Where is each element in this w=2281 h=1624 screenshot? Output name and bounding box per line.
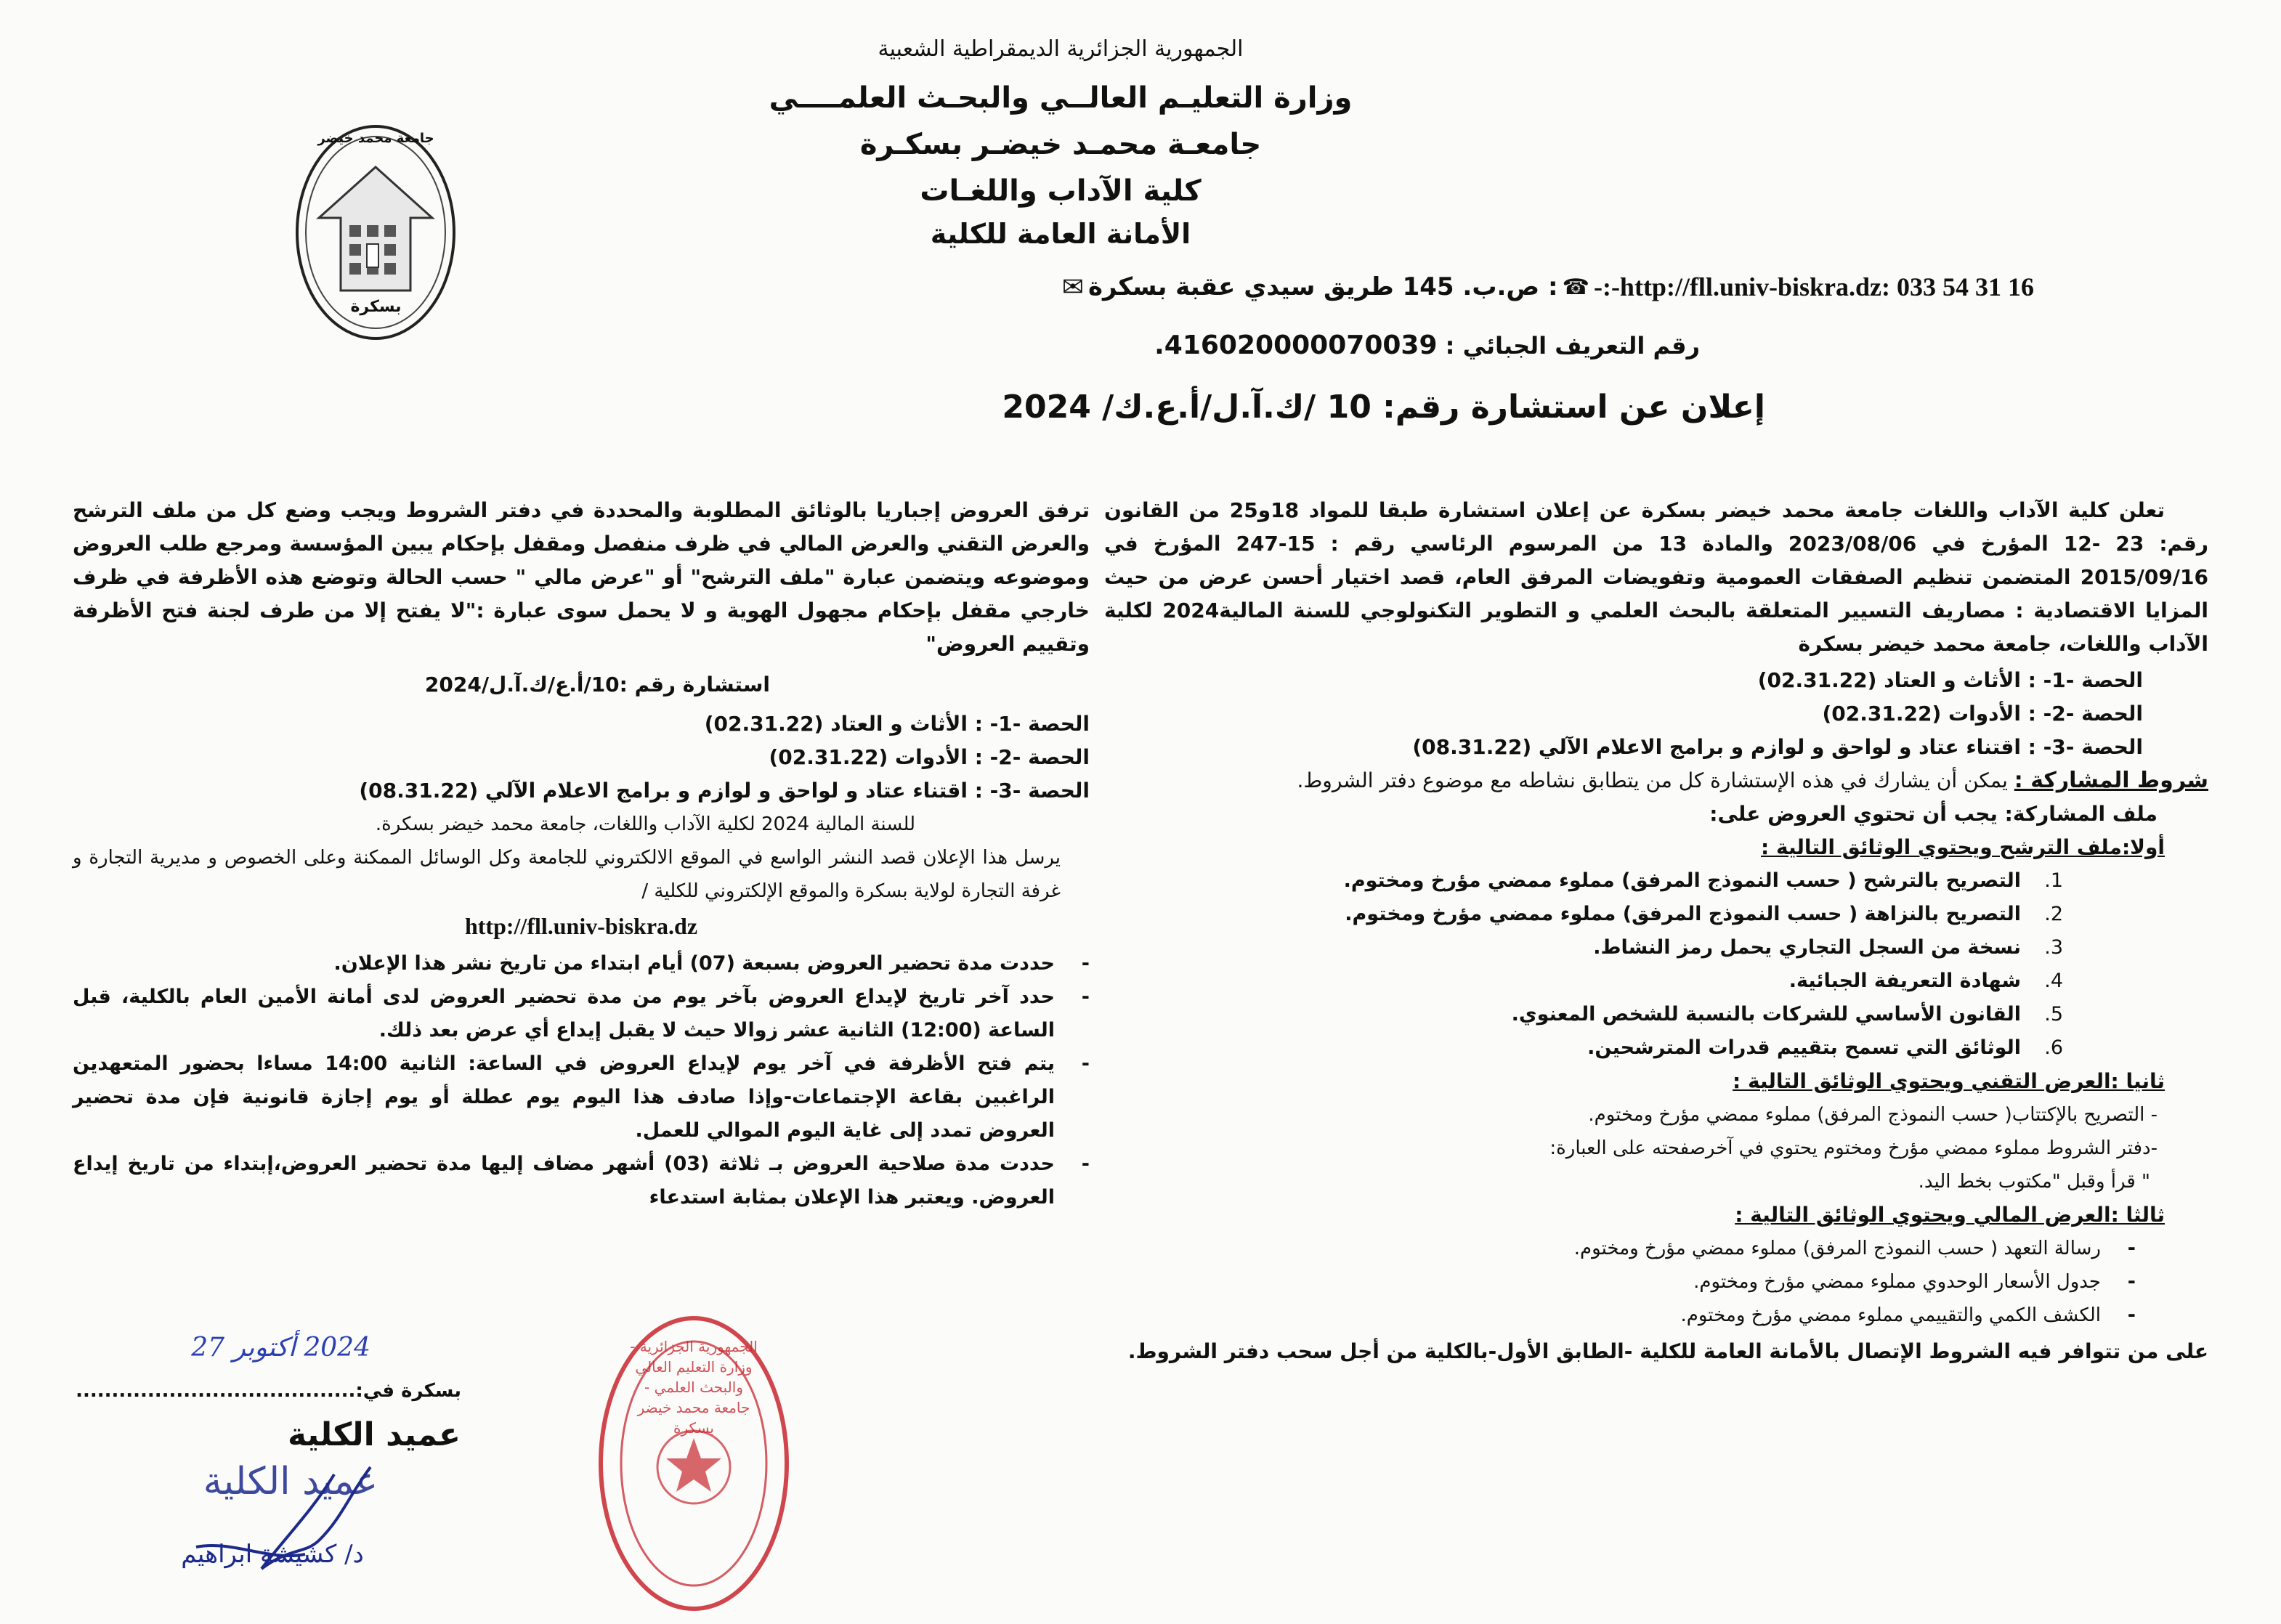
phone-icon: ☎ <box>1562 274 1589 300</box>
conditions-title: شروط المشاركة : <box>2014 768 2208 793</box>
consultation-ref: استشارة رقم :10/أ.ع/ك.آ.ل/2024 <box>424 673 770 697</box>
second-item-3: " قرأ وقبل "مكتوب بخط اليد. <box>1918 1171 2150 1193</box>
left-lot-2: الحصة -2- : الأدوات (02.31.22) <box>769 745 1090 769</box>
closing-paragraph: على من تتوافر فيه الشروط الإتصال بالأمانة العامة للكلية -الطابق الأول-بالكلية من أجل سحب دفتر الشروط. <box>1127 1339 2208 1363</box>
first-item-6: 6. الوثائق التي تسمح بتقييم قدرات المترشحين. <box>1587 1036 2063 1059</box>
ministry-title: وزارة التعليـم العالــي والبحـث العلمــــي <box>769 81 1353 115</box>
left-bullet-2: - حدد آخر تاريخ لإيداع العروض بآخر يوم من مدة تحضير العروض لدى أمانة الأمين العام بالكلية، قبل الساعة (12:00) الثانية عشر زوالا حيث لا يقبل إيداع أي عرض بعد ذلك. <box>73 986 1090 1042</box>
mail-icon: ✉ <box>1061 272 1084 302</box>
right-column <box>1104 494 2208 1371</box>
signature-icon <box>153 1453 392 1591</box>
secretariat-title: الأمانة العامة للكلية <box>930 218 1191 250</box>
place-line: بسكرة في:....................................... <box>76 1380 461 1402</box>
file-intro: ملف المشاركة: يجب أن تحتوي العروض على: <box>1709 802 2158 826</box>
envelope-paragraph: ترفق العروض إجباريا بالوثائق المطلوبة والمحددة في دفتر الشروط ويجب وضع كل من ملف الترشح والعرض التقني والعرض المالي في ظرف منفصل ومقفل بإحكام يبين المؤسسة ومرجع طلب العروض وموضوعه ويتضمن عبارة "ملف الترشح" أو "عرض مالي " حسب الحالة وتوضع هذه الأظرفة في ظرف خارجي مقفل بإحكام مجهول الهوية و لا يحمل سوى عبارة :"لا يفتح إلا من طرف لجنة فتح الأظرفة وتقييم العروض" <box>73 498 1090 656</box>
first-title: أولا:ملف الترشح ويحتوي الوثائق التالية : <box>1761 835 2165 859</box>
university-logo <box>294 123 458 341</box>
university-title: جامعـة محمـد خيضـر بسكـرة <box>859 128 1262 161</box>
tax-id-line <box>1017 330 1700 360</box>
tax-id-value: 416020000070039. <box>1154 330 1438 360</box>
third-item-3: - الكشف الكمي والتقييمي مملوء ممضي مؤرخ ومختوم. <box>1680 1304 2136 1326</box>
left-bullet-3: - يتم فتح الأظرفة في آخر يوم لإيداع العروض في الساعة: الثانية 14:00 مساءا بحضور المتعهدين الراغبين بقاعة الإجتماعات-وإذا صادف هذا اليوم يوم عطلة أو يوم إجازة قانونية فإن مدة تحضير العروض تمدد إلى غاية اليوم الموالي للعمل. <box>73 1052 1090 1142</box>
right-lot-2: الحصة -2- : الأدوات (02.31.22) <box>1822 702 2143 726</box>
logo-bottom-text: بسكرة <box>350 298 402 316</box>
publish-paragraph: يرسل هذا الإعلان قصد النشر الواسع في الموقع الالكتروني للجامعة وكل الوسائل الممكنة وعلى الخصوص و مديرية التجارة و غرفة التجارة لولاية بسكرة والموقع الإلكتروني للكلية / <box>73 847 1061 902</box>
third-item-1: - رسالة التعهد ( حسب النموذج المرفق) مملوء ممضي مؤرخ ومختوم. <box>1573 1237 2136 1259</box>
dean-name: د/ كشيشة ابراهيم <box>181 1540 364 1569</box>
left-bullet-1: - حددت مدة تحضير العروض بسبعة (07) أيام ابتداء من تاريخ نشر هذا الإعلان. <box>333 952 1090 975</box>
website-phone-text: -:-http://fll.univ-biskra.dz: 033 54 31 16 <box>1593 272 2034 301</box>
right-lot-3: الحصة -3- : اقتناء عتاد و لواحق و لوازم و برامج الاعلام الآلي (08.31.22) <box>1412 735 2143 759</box>
second-title: ثانيا :العرض التقني ويحتوي الوثائق التالية : <box>1733 1069 2165 1093</box>
contact-line <box>828 269 2034 305</box>
second-item-1: - التصريح بالإكتتاب( حسب النموذج المرفق) مملوء ممضي مؤرخ ومختوم. <box>1588 1104 2158 1126</box>
conditions-line <box>1104 764 2208 797</box>
first-item-4: 4. شهادة التعريفة الجبائية. <box>1788 970 2063 992</box>
dean-title: عميد الكلية <box>287 1416 461 1453</box>
announcement-title: إعلان عن استشارة رقم: 10 /ك.آ.ل/أ.ع.ك/ 2024 <box>1002 389 1765 426</box>
tax-id-label: رقم التعريف الجبائي : <box>1445 332 1700 360</box>
third-item-2: - جدول الأسعار الوحدوي مملوء ممضي مؤرخ ومختوم. <box>1693 1270 2136 1293</box>
left-lot-1: الحصة -1- : الأثاث و العتاد (02.31.22) <box>704 712 1090 736</box>
stamp-text: الجمهورية الجزائرية - وزارة التعليم العالي والبحث العلمي - جامعة محمد خيضر بسكرة <box>630 1338 758 1437</box>
logo-top-text: جامعة محمد خيضر <box>317 131 434 146</box>
left-column <box>73 494 1090 1214</box>
dean-stamp-text: عميد الكلية <box>203 1460 378 1503</box>
handwritten-date: 2024 أكتوبر 27 <box>191 1333 370 1363</box>
first-item-3: 3. نسخة من السجل التجاري يحمل رمز النشاط. <box>1593 936 2063 959</box>
right-lot-1: الحصة -1- : الأثاث و العتاد (02.31.22) <box>1757 668 2143 692</box>
intro-paragraph: تعلن كلية الآداب واللغات جامعة محمد خيضر بسكرة عن إعلان استشارة طبقا للمواد 18و25 من القانون رقم: 23 -12 المؤرخ في 2023/08/06 والمادة 13 من المرسوم الرئاسي رقم : 15-247 المؤرخ في 2015/09/16 المتضمن تنظيم الصفقات العمومية وتفويضات المرفق العام، قصد اختيار أحسن عرض من حيث المزايا الاقتصادية : مصاريف التسيير المتعلقة بالبحث العلمي و التطوير التكنولوجي للسنة المالية2024 لكلية الآداب واللغات، جامعة محمد خيضر بسكرة <box>1104 498 2208 656</box>
address-text: : ص.ب. 145 طريق سيدي عقبة بسكرة <box>1087 272 1558 301</box>
conditions-text: يمكن أن يشارك في هذه الإستشارة كل من يتطابق نشاطه مع موضوع دفتر الشروط. <box>1297 768 2014 792</box>
first-item-2: 2. التصريح بالنزاهة ( حسب النموذج المرفق) مملوء ممضي مؤرخ ومختوم. <box>1345 903 2063 925</box>
republic-title: الجمهورية الجزائرية الديمقراطية الشعبية <box>878 36 1244 62</box>
left-bullet-4: - حددت مدة صلاحية العروض بـ ثلاثة (03) أشهر مضاف إليها مدة تحضير العروض،إبتداء من تاريخ إيداع العروض. ويعتبر هذا الإعلان بمثابة استدعاء <box>73 1153 1090 1209</box>
faculty-title: كلية الآداب واللغـات <box>920 174 1202 208</box>
left-lot-3: الحصة -3- : اقتناء عتاد و لواحق و لوازم و برامج الاعلام الآلي (08.31.22) <box>359 779 1090 803</box>
first-item-5: 5. القانون الأساسي للشركات بالنسبة للشخص المعنوي. <box>1511 1003 2063 1026</box>
official-stamp <box>596 1293 792 1612</box>
third-title: ثالثا :العرض المالي ويحتوي الوثائق التالية : <box>1735 1203 2165 1227</box>
website-link[interactable]: http://fll.univ-biskra.dz <box>464 913 698 939</box>
first-item-1: 1. التصريح بالترشح ( حسب النموذج المرفق) مملوء ممضي مؤرخ ومختوم. <box>1343 869 2063 892</box>
second-item-2: -دفتر الشروط مملوء ممضي مؤرخ ومختوم يحتوي في آخرصفحته على العبارة: <box>1549 1137 2158 1159</box>
dean-stamp-and-signature <box>153 1453 392 1591</box>
fiscal-year-line: للسنة المالية 2024 لكلية الآداب واللغات، جامعة محمد خيضر بسكرة. <box>375 813 915 835</box>
